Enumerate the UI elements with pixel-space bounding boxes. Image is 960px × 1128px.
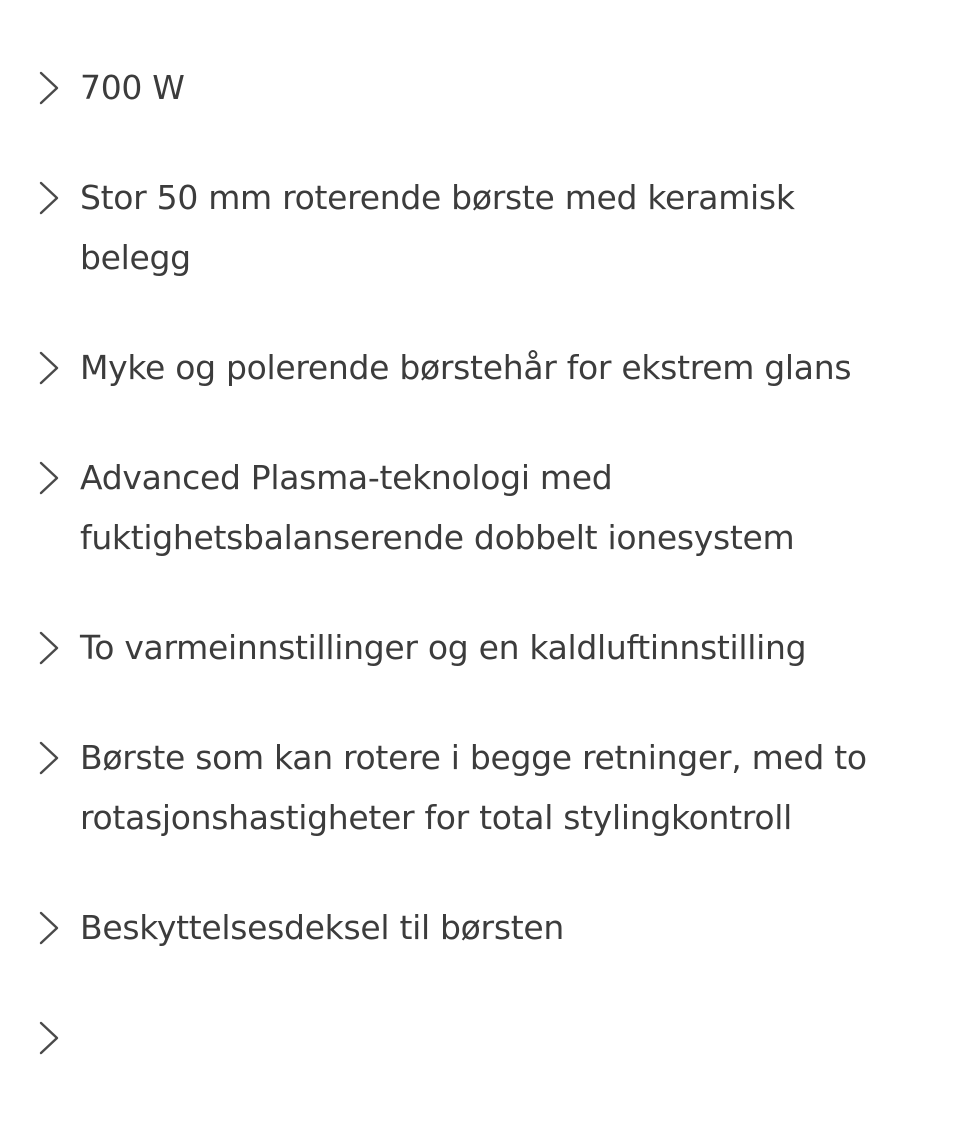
chevron-right-icon [38, 460, 60, 496]
list-item-text: Børste som kan rotere i begge retninger, med to rotasjonshastigheter for total stylingkontroll [80, 738, 867, 837]
chevron-right-icon [38, 740, 60, 776]
list-item [0, 338, 960, 458]
chevron-right-icon [38, 630, 60, 666]
list-item-text: Beskyttelsesdeksel til børsten [80, 908, 564, 947]
chevron-right-icon [38, 350, 60, 386]
list-item-partial [0, 1008, 960, 1128]
list-item [0, 618, 960, 738]
list-item [0, 168, 960, 288]
list-item [0, 728, 960, 848]
list-item-text: 700 W [80, 68, 185, 107]
list-item-text: Myke og polerende børstehår for ekstrem glans [80, 348, 852, 387]
list-item [0, 58, 960, 178]
chevron-right-icon [38, 910, 60, 946]
list-item [0, 898, 960, 1018]
chevron-right-icon [38, 70, 60, 106]
chevron-right-icon [38, 180, 60, 216]
list-item [0, 448, 960, 568]
list-item-text: Stor 50 mm roterende børste med keramisk belegg [80, 178, 795, 277]
chevron-right-icon [38, 1020, 60, 1056]
list-item-text: To varmeinnstillinger og en kaldluftinnstilling [80, 628, 807, 667]
list-item-text: Advanced Plasma-teknologi med fuktighetsbalanserende dobbelt ionesystem [80, 458, 795, 557]
